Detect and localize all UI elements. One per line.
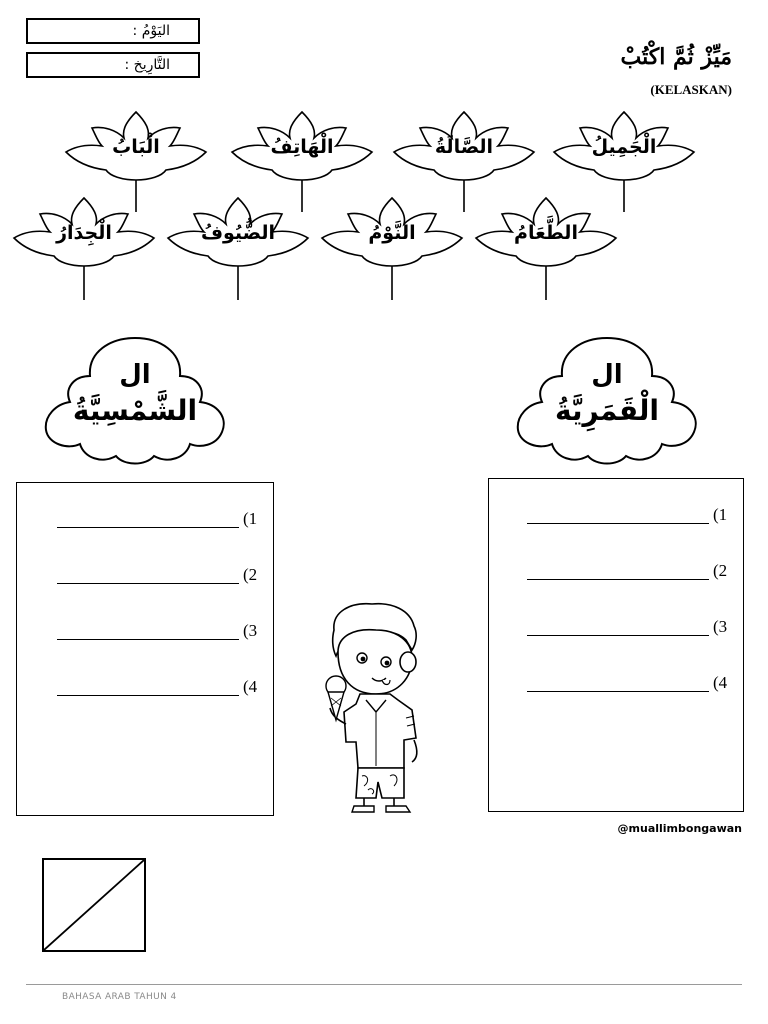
date-field[interactable] <box>26 52 200 78</box>
day-field[interactable] <box>26 18 200 44</box>
qamariyyah-al: ال <box>591 360 623 390</box>
footer-label: BAHASA ARAB TAHUN 4 <box>62 992 177 1002</box>
answer-blank[interactable] <box>527 561 709 580</box>
instruction-translation: (KELASKAN) <box>650 82 732 97</box>
instruction-title: مَيِّزْ ثُمَّ اكْتُبْ <box>620 44 732 70</box>
answer-blank[interactable] <box>57 565 239 584</box>
answer-row[interactable] <box>527 505 741 529</box>
leaf-word-card <box>164 194 312 304</box>
answer-blank[interactable] <box>527 617 709 636</box>
diagonal-divider-icon <box>44 860 144 950</box>
shamsiyyah-cloud <box>40 332 230 462</box>
shamsiyyah-answer-box <box>16 482 274 816</box>
leaf-word-card <box>472 194 620 304</box>
answer-row[interactable] <box>57 677 271 701</box>
word-label: الضُّيُوفُ <box>200 222 276 244</box>
day-label: اليَوْمُ : <box>132 23 170 39</box>
answer-number: (2 <box>243 565 258 584</box>
answer-row[interactable] <box>527 673 741 697</box>
answer-row[interactable] <box>57 621 271 645</box>
word-label: الْجَمِيلُ <box>591 136 657 158</box>
answer-number: (4 <box>713 673 728 692</box>
answer-row[interactable] <box>527 617 741 641</box>
answer-blank[interactable] <box>57 509 239 528</box>
shamsiyyah-al: ال <box>119 360 151 390</box>
answer-number: (3 <box>713 617 728 636</box>
author-credit: @muallimbongawan <box>617 822 742 835</box>
boy-with-ice-cream-illustration <box>320 600 430 816</box>
word-label: الطَّعَامُ <box>514 222 578 244</box>
answer-number: (4 <box>243 677 258 696</box>
answer-row[interactable] <box>57 509 271 533</box>
date-label: التَّارِيخ : <box>124 57 170 73</box>
leaf-icon <box>10 194 158 304</box>
footer-divider <box>26 984 742 985</box>
answer-row[interactable] <box>57 565 271 589</box>
answer-number: (2 <box>713 561 728 580</box>
leaf-icon <box>472 194 620 304</box>
answer-number: (1 <box>713 505 728 524</box>
word-label: الْجِدَارُ <box>56 222 112 244</box>
answer-blank[interactable] <box>57 677 239 696</box>
word-label: الصَّالَةُ <box>434 136 494 158</box>
shamsiyyah-title: الشَّمْسِيَّةُ <box>72 394 198 427</box>
answer-blank[interactable] <box>527 505 709 524</box>
qamariyyah-answer-box <box>488 478 744 812</box>
word-label: الْبَابُ <box>112 136 160 158</box>
qamariyyah-title: الْقَمَرِيَّةُ <box>555 394 659 427</box>
leaf-icon <box>164 194 312 304</box>
answer-number: (1 <box>243 509 258 528</box>
word-label: النَّوْمُ <box>368 222 416 244</box>
answer-row[interactable] <box>527 561 741 585</box>
score-box <box>42 858 146 952</box>
answer-blank[interactable] <box>527 673 709 692</box>
leaf-word-card <box>318 194 466 304</box>
leaf-word-card <box>10 194 158 304</box>
answer-blank[interactable] <box>57 621 239 640</box>
leaf-icon <box>318 194 466 304</box>
qamariyyah-cloud <box>512 332 702 462</box>
word-label: الْهَاتِفُ <box>270 136 334 158</box>
answer-number: (3 <box>243 621 258 640</box>
